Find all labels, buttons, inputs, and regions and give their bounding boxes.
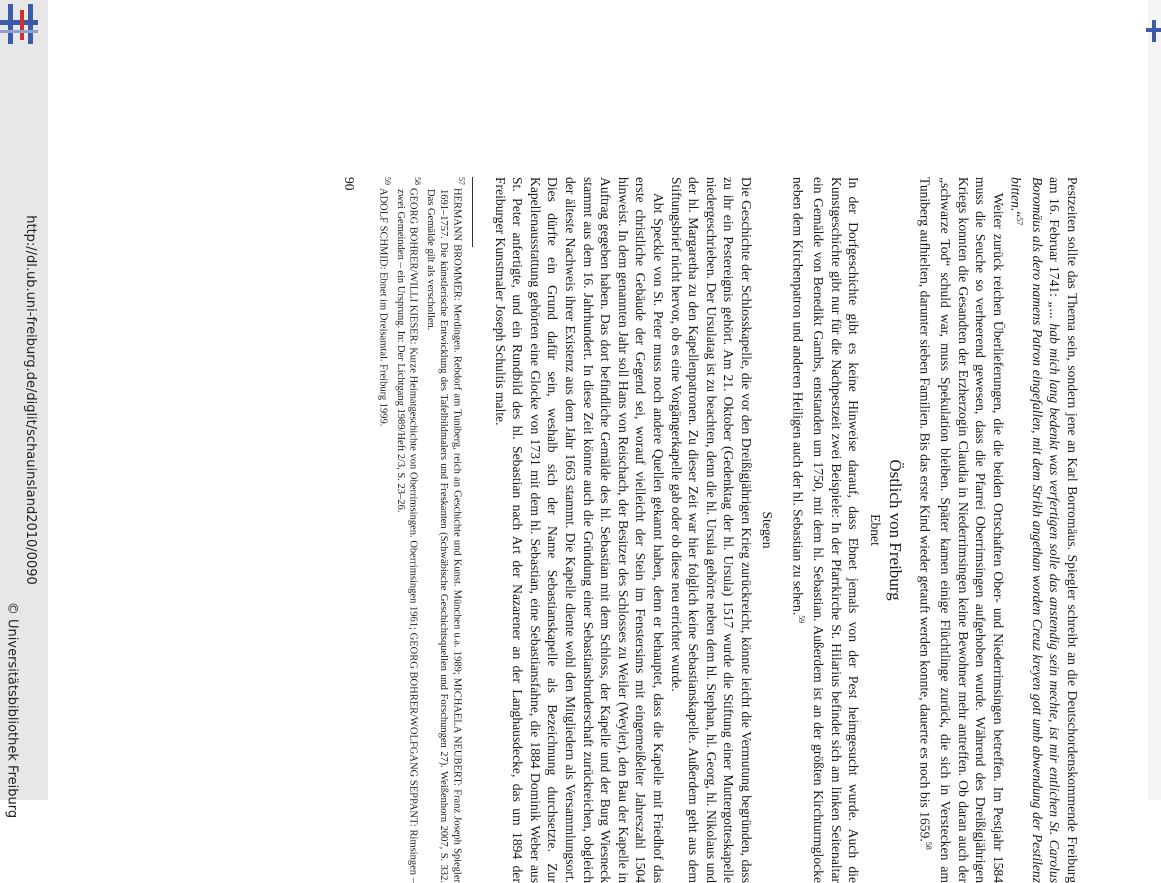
intro-quote: „... hab mich lang bedenkt was verfertigen solle das anstendig sein mechte, ist mir entlichen St. Carolus Boromäus als dero namens Patron eingefallen, mit dem Strikh angethan worden Creuz kreyen gott umb abwendung der Pestilenz bitten. [1008,177,1063,883]
page-number: 90 [342,177,358,191]
university-logo-partial-icon [1146,20,1161,42]
subsection-ebnet: Ebnet [868,514,883,546]
footnote-ref: 57 [1015,217,1025,226]
footnote-ref: 59 [796,615,806,624]
footnote-text: GEORG BOHRER/WILLI KIESER: Kurze Heimatgeschichte von Oberrimsingen. Oberrimsingen 1961; GEORG BOHRER/WOLFGANG SEPPANT: Rimsingen – zwei Gemeinden – ein Ursprung. In: Der Lichtgang 1989/Heft 2/3, S. 23–26. [395,188,419,883]
viewer-left-strip [0,0,48,819]
rimsingen-text: Weiter zurück reichen Überlieferungen, die die beiden Ortschaften Ober- und Niederrimsingen betreffen. Im Pestjahr 1584 muss die Seuche so verheerend gewesen, dass die Pfarrei Oberrimsingen aufgehoben wurde. Während des Dreißigjährigen Kriegs konnten die Gesandten der Erzherzogin Claudia in Niederrimsingen keine Bewohner mehr antreffen. Ob daran auch der „schwarze Tod“ schuld war, muss Spekulation bleiben. Später kamen einige Flüchtlinge zurück, die sich in Verstecken am Tuniberg aufhielten, darunter sieben Familien. Bis das erste Kind wieder getauft werden konnte, dauerte es noch bis 1659. [917,177,1007,883]
footnote-number: 57 [457,177,466,185]
university-logo-icon [0,0,40,48]
footnote-text: ADOLF SCHMID: Ebnet im Dreisamtal. Freiburg 1999. [377,188,389,427]
intro-paragraph: Pestzeiten sollte das Thema sein, sondern jene an Karl Borromäus. Spiegler schreibt an die Deutschordenskommende Freiburg am 16. Februar 1741: „... hab mich lang bedenkt was verfertigen solle das anstendig sein mechte, ist mir entlichen St. Carolus Boromäus als dero namens Patron eingefallen, mit dem Strikh angethan worden Creuz kreyen gott umb abwendung der Pestilenz bitten.“$^{57}$ [1008,177,1080,883]
footnote-number: 59 [383,177,392,185]
ebnet-text: In der Dorfgeschichte gibt es keine Hinweise darauf, dass Ebnet jemals von der Pest heimgesucht wurde. Auch die Kunstgeschichte gibt nur für die Nachpestzeit zwei Beispiele: In der Pfarrkirche St. Hilarius befindet sich am linken Seitenaltar ein Gemälde von Benedikt Gambs, entstanden um 1750, mit dem hl. Sebastian. Außerdem ist an der größten Kirchturmglocke neben dem Kirchenpatron und anderen Heiligen auch der hl. Sebastian zu sehen. [790,177,862,883]
footnote-ref: 58 [923,841,933,850]
document-url-label: http://dl.ub.uni-freiburg.de/diglit/schauinsland2010/0090 [23,215,38,585]
scanned-page [131,177,1081,883]
section-title: Östlich von Freiburg [885,459,905,601]
viewer-right-strip [1148,0,1161,800]
footnote-number: 58 [413,177,423,185]
ebnet-paragraph [789,177,863,883]
subsection-stegen: Stegen [760,511,776,549]
intro-text: Pestzeiten sollte das Thema sein, sondern jene an Karl Borromäus. Spiegler schreibt an die Deutschordenskommende Freiburg am 16. Februar 1741: [1047,177,1080,883]
footnote-text: HERMANN BROMMER: Merdingen. Rebdorf am Tuniberg, reich an Geschichte und Kunst. München u.a. 1989; MICHAELA NEUBERT: Franz Joseph Spiegler 1691–1757. Die künstlerische Entwicklung des Tafelbildmalers und Freskanten (Schwäbische Geschichtsquellen und Forschungen 27). Weißenhorn 2007, S. 332. Das Gemälde gilt als verschollen. [425,188,463,883]
stegen-paragraph-2: Abt Speckle von St. Peter muss noch andere Quellen gekannt haben, denn er behauptet, dass die Kapelle mit Friedhof das erste christliche Gebäude der Gegend sei, worauf vielleicht der Stein im Fenstersims mit eingemeißelter Jahreszahl 1504 hinweist. In dem genannten Jahr soll Hans von Reischach, der Besitzer des Schlosses zu Weiler (Weyler), den Bau der Kapelle in Auftrag gegeben haben. Das dort befindliche Gemälde des hl. Sebastian mit dem Schloss, der Kapelle und der Burg Wiesneck stammt aus dem 16. Jahrhundert. In diese Zeit könnte auch die Gründung einer Sebastiansbruderschaft zurückreichen, obgleich der älteste Nachweis ihrer Existenz aus dem Jahr 1663 stammt. Die Kapelle diente wohl den Mitgliedern als Versammlungsort. Dies dürfte ein Grund dafür sein, weshalb sich der Name Sebastianskapelle als Bezeichnung durchsetzte. Zur Kapellenausstattung gehörten eine Glocke von 1731 mit dem hl. Sebastian, eine Sebastiansfahne, die 1884 Dominik Weber aus St. Peter anfertigte, und ein Rundbild des hl. Sebastian nach Art der Nazarener an der Langhausdecke, das um 1894 der Freiburger Kunstmaler Joseph Schultis malte. [492,177,666,883]
footnote [377,177,395,883]
footnote [425,177,469,883]
stegen-paragraph-1: Die Geschichte der Schlosskapelle, die vor den Dreißigjährigen Krieg zurückreicht, könnte leicht die Vermutung begründen, dass zu ihr ein Pestereignis gehört. Am 21. Oktober (Gedenktag der hl. Ursula) 1517 wurde die Stiftung einer Muttergotteskapelle niedergeschrieben. Der Ursulatag ist zu beachten, denn die hl. Ursula gehörte neben dem hl. Stephan, hl. Georg, hl. Nikolaus und der hl. Margaretha zu den Kapellenpatronen. Zu dieser Zeit war hier folglich keine Sebastianskapelle. Außerdem geht aus dem Stiftungsbrief nicht hervor, ob es eine Vorgängerkapelle gab oder ob diese neu errichtet wurde. [668,177,754,883]
copyright-label: © Universitätsbibliothek Freiburg [4,601,20,819]
footnote-divider [472,177,473,247]
footnote [394,177,425,883]
rimsingen-paragraph [916,177,1008,883]
